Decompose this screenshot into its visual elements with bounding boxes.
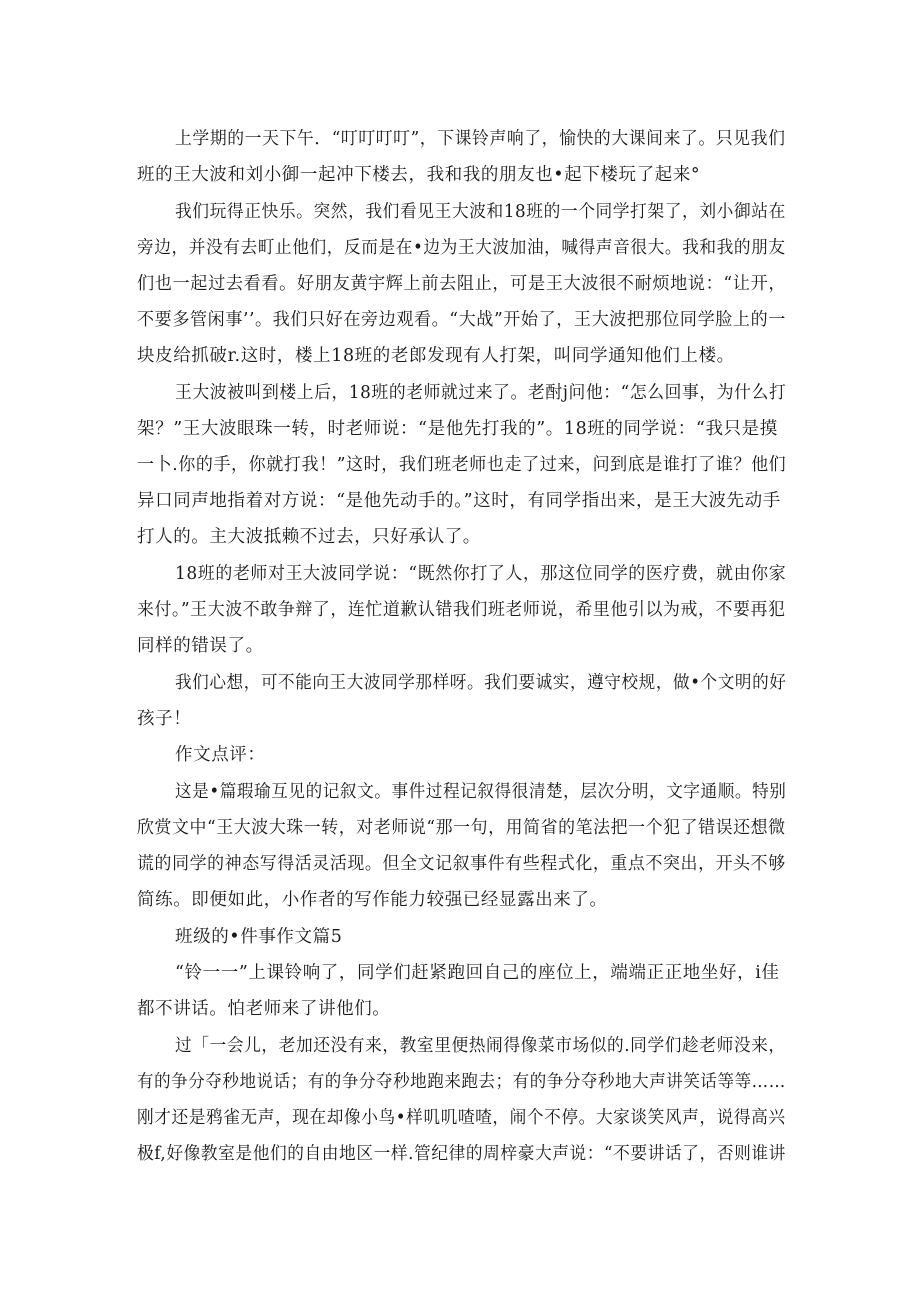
text-line: 极f,好像教室是他们的自由地区一样.管纪律的周梓豪大声说：“不要讲话了，否则谁讲 [137,1144,786,1164]
text-line: 同样的错误了。 [137,636,264,656]
text-line: 刚才还是鸦雀无声，现在却像小鸟•样叽叽喳喳，闹个不停。大家谈笑风声，说得高兴 [137,1108,786,1128]
text-line: 都不讲话。怕老师来了讲他们。 [137,999,391,1019]
text-line: 旁边，并没有去町止他们，反而是在•边为王大波加油，喊得声音很大。我和我的朋友 [137,238,786,258]
text-line: 简练。即便如此，小作者的写作能力较强已经显露出来了。 [137,890,608,910]
text-line: 不要多管闲事’’。我们只好在旁边观看。“大战”开始了，王大波把那位同学脸上的一 [137,310,786,330]
text-line: 18班的老师对王大波同学说：“既然你打了人，那这位同学的医疗费，就由你家 [175,564,787,584]
text-line: 这是•篇瑕瑜互见的记叙文。事件过程记叙得很清楚，层次分明，文字通顺。特别 [175,782,787,802]
text-line: 谎的同学的神态写得活灵活现。但全文记叙事件有些程式化，重点不突出，开头不够 [137,854,786,874]
text-line: 来付。”王大波不敢争辩了，连忙道歉认错我们班老师说，希里他引以为戒，不要再犯 [137,600,786,620]
text-line: 上学期的一天下午．“叮叮叮叮”，下课铃声响了，愉快的大课间来了。只见我们 [175,129,786,149]
section-title: 班级的•件事作文篇5 [175,927,343,947]
text-line: 孩子！ [137,709,192,729]
text-line: 我们心想，可不能向王大波同学那样呀。我们要诚实，遵守校规，做•个文明的好 [175,673,787,693]
text-line: 欣赏文中“王大波大珠一转，对老师说“那一句，用简省的笔法把一个犯了错误还想微 [137,818,786,838]
text-line: 我们玩得正快乐。突然，我们看见王大波和18班的一个同学打架了，刘小御站在 [175,202,786,222]
text-line: 有的争分夺秒地说话；有的争分夺秒地跑来跑去；有的争分夺秒地大声讲笑话等等…… [137,1072,786,1092]
section-label: 作文点评： [175,745,266,765]
text-line: 异口同声地指着对方说：“是他先动手的。”这时，有同学指出来，是王大波先动手 [137,491,781,511]
text-line: 一卜.你的手，你就打我！”这时，我们班老师也走了过来，问到底是谁打了谁？他们 [137,455,787,475]
text-line: 王大波被叫到楼上后，18班的老师就过来了。老酎j问他：“怎么回事，为什么打 [175,383,787,403]
text-line: 们也一起过去看看。好朋友黄宇辉上前去阻止，可是王大波很不耐烦地说：“让开， [137,274,787,294]
text-line: 班的王大波和刘小御一起冲下楼去，我和我的朋友也•起下楼玩了起来° [137,165,701,185]
text-line: 打人的。主大波抵赖不过去，只好承认了。 [137,527,481,547]
text-line: 块皮给抓破r.这时，楼上18班的老郎发现有人打架，叫同学通知他们上楼。 [137,346,735,366]
text-line: 过「一会儿，老加还没有来，教室里便热闹得像菜市场似的.同学们趁老师没来， [175,1036,786,1056]
text-line: “铃一一”上课铃响了，同学们赶紧跑回自己的座位上，端端正正地坐好，i佳 [175,963,780,983]
text-line: 架？”王大波眼珠一转，时老师说：“是他先打我的”。18班的同学说：“我只是摸 [137,419,778,439]
